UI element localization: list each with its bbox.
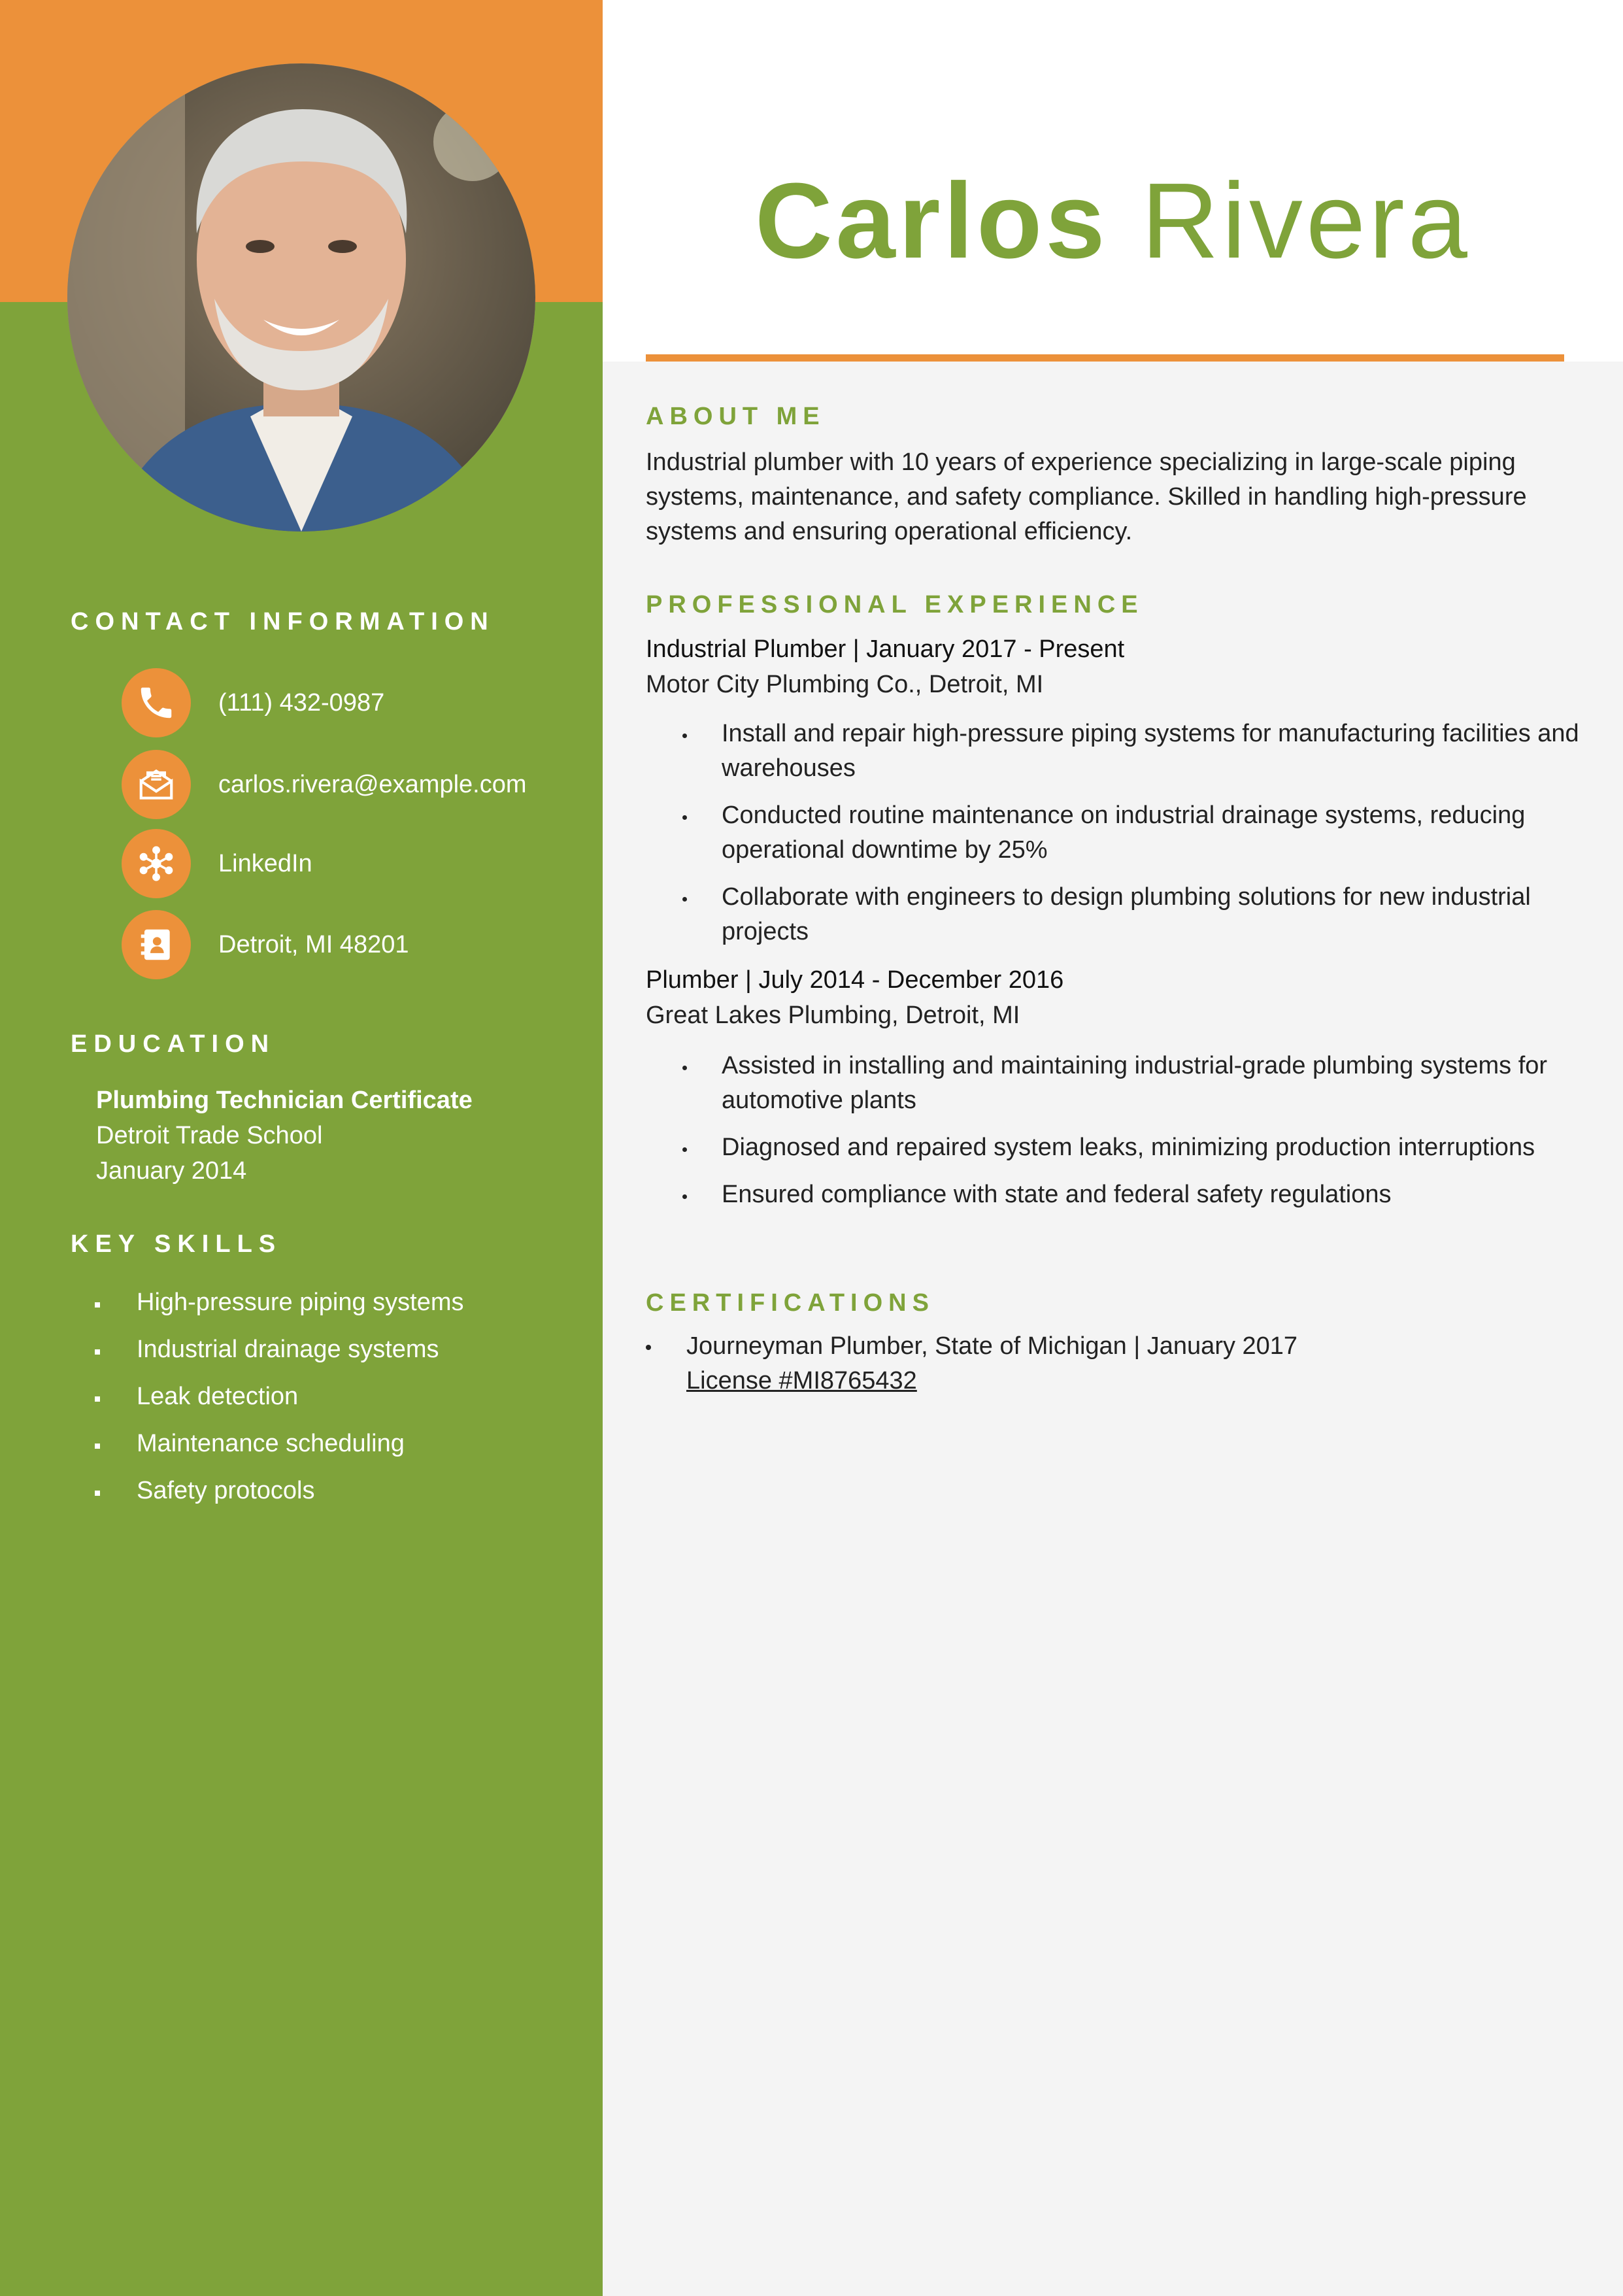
skill-item: Safety protocols [92, 1471, 464, 1518]
job-company: Great Lakes Plumbing, Detroit, MI [646, 1002, 1020, 1029]
skills-list [92, 1283, 464, 1518]
certifications-list [646, 1329, 1297, 1398]
envelope-icon [122, 750, 191, 819]
education-entry [96, 1083, 473, 1189]
certification-text: Journeyman Plumber, State of Michigan | January 2017 [686, 1332, 1298, 1360]
job-bullet: Ensured compliance with state and federal safety regulations [680, 1177, 1608, 1212]
address-book-icon [122, 910, 191, 979]
contact-location [122, 909, 409, 980]
contact-phone[interactable] [122, 667, 384, 738]
contact-email[interactable] [122, 749, 527, 820]
education-school: Detroit Trade School [96, 1122, 323, 1149]
job-bullets [680, 1049, 1608, 1224]
about-text: Industrial plumber with 10 years of experience specializing in large-scale piping systems, maintenance, and safety compliance. Skilled in handling high-pressure systems and ensuring operational efficiency. [646, 448, 1527, 545]
contact-email-text: carlos.rivera@example.com [218, 770, 527, 798]
profile-photo [67, 63, 535, 532]
job-bullet: Conducted routine maintenance on industrial drainage systems, reducing operational downtime by 25% [680, 798, 1608, 868]
phone-icon [122, 668, 191, 737]
first-name: Carlos [755, 161, 1109, 280]
certification-item [646, 1329, 1297, 1398]
skill-item: High-pressure piping systems [92, 1283, 464, 1330]
contact-phone-text: (111) 432-0987 [218, 688, 385, 717]
skill-item: Industrial drainage systems [92, 1330, 464, 1377]
job-bullet: Diagnosed and repaired system leaks, minimizing production interruptions [680, 1130, 1608, 1165]
education-heading: EDUCATION [71, 1030, 276, 1058]
header-divider [646, 354, 1564, 362]
contact-linkedin-text: LinkedIn [218, 849, 312, 877]
candidate-name [603, 157, 1623, 286]
job-title: Plumber | July 2014 - December 2016 [646, 966, 1064, 994]
contact-heading: CONTACT INFORMATION [71, 608, 495, 635]
certifications-heading: CERTIFICATIONS [646, 1289, 935, 1317]
about-heading: ABOUT ME [646, 403, 826, 430]
education-degree: Plumbing Technician Certificate [96, 1087, 473, 1114]
last-name: Rivera [1141, 161, 1471, 280]
job-company: Motor City Plumbing Co., Detroit, MI [646, 671, 1044, 698]
skill-item: Maintenance scheduling [92, 1424, 464, 1471]
job-title: Industrial Plumber | January 2017 - Present [646, 635, 1125, 663]
job-bullet: Install and repair high-pressure piping systems for manufacturing facilities and warehouses [680, 717, 1608, 786]
contact-linkedin[interactable] [122, 828, 312, 899]
education-date: January 2014 [96, 1157, 247, 1185]
skills-heading: KEY SKILLS [71, 1230, 282, 1258]
job-bullet: Assisted in installing and maintaining industrial-grade plumbing systems for automotive plants [680, 1049, 1608, 1118]
job-bullets [680, 717, 1608, 962]
contact-location-text: Detroit, MI 48201 [218, 930, 409, 958]
experience-heading: PROFESSIONAL EXPERIENCE [646, 591, 1144, 618]
license-link[interactable]: License #MI8765432 [686, 1367, 917, 1394]
skill-item: Leak detection [92, 1377, 464, 1424]
network-icon [122, 829, 191, 898]
job-bullet: Collaborate with engineers to design plumbing solutions for new industrial projects [680, 880, 1608, 949]
